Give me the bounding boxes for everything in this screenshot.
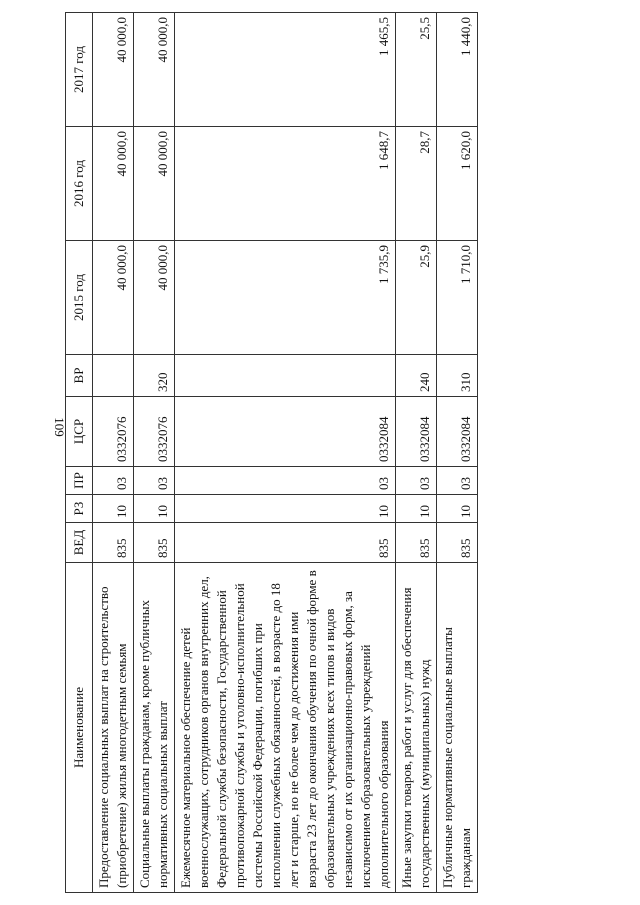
table-row [93,12,134,892]
table-cell: Социальные выплаты гражданам, кроме публичных нормативных социальных выплат [134,562,175,892]
table-cell: Иные закупки товаров, работ и услуг для обеспечения государственных (муниципальных) нужд [396,562,437,892]
table-cell [175,354,396,396]
budget-table [65,12,478,893]
table-row [134,12,175,892]
table-cell: 1 710,0 [437,240,478,354]
table-row [396,12,437,892]
table-cell: 10 [134,494,175,522]
table-cell: 03 [134,466,175,494]
col-header: ВЕД [66,522,93,562]
table-cell: 1 648,7 [175,126,396,240]
table-row [175,12,396,892]
table-cell: 1 735,9 [175,240,396,354]
rotated-page [65,13,575,893]
table-cell: Публичные нормативные социальные выплаты гражданам [437,562,478,892]
table-cell: 835 [134,522,175,562]
table-cell: 40 000,0 [134,240,175,354]
table-cell: 10 [175,494,396,522]
table-cell: 320 [134,354,175,396]
table-cell: 40 000,0 [93,240,134,354]
table-cell: 0332084 [175,396,396,466]
table-cell: 835 [93,522,134,562]
table-cell: 310 [437,354,478,396]
table-cell: 0332084 [396,396,437,466]
page-number: 109 [52,417,67,437]
col-header: ПР [66,466,93,494]
table-cell: 03 [175,466,396,494]
table-cell: 835 [175,522,396,562]
table-cell: 03 [396,466,437,494]
table-cell: 10 [437,494,478,522]
table-cell: 10 [93,494,134,522]
table-cell: 28,7 [396,126,437,240]
table-cell: 25,5 [396,12,437,126]
table-cell: 10 [396,494,437,522]
table-cell: 40 000,0 [93,12,134,126]
col-header: ВР [66,354,93,396]
table-cell: 40 000,0 [134,126,175,240]
table-cell: 0332076 [93,396,134,466]
table-cell: 835 [437,522,478,562]
col-header: ЦСР [66,396,93,466]
table-cell: Ежемесячное материальное обеспечение детей военнослужащих, сотрудников органов внутренних дел, Федеральной службы безопасности, Государственной противопожарной службы и уголовно-исполнительной системы Российской Федерации, погибших при исполнении служебных обязанностей, в возрасте до 18 лет и старше, но не более чем до достижения ими возраста 23 лет до окончания обучения по очной форме в образовательных учреждениях всех типов и видов независимо от их организационно-правовых форм, за исключением образовательных учреждений дополнительного образования [175,562,396,892]
table-cell: Предоставление социальных выплат на строительство (приобретение) жилья многодетным семьям [93,562,134,892]
table-cell: 03 [93,466,134,494]
table-cell: 0332084 [437,396,478,466]
table-row [437,12,478,892]
table-cell: 25,9 [396,240,437,354]
table-cell: 1 440,0 [437,12,478,126]
table-cell: 240 [396,354,437,396]
table-cell: 0332076 [134,396,175,466]
table-cell: 40 000,0 [134,12,175,126]
col-header: Наименование [66,562,93,892]
col-header: РЗ [66,494,93,522]
col-header: 2016 год [66,126,93,240]
table-cell: 1 620,0 [437,126,478,240]
col-header: 2017 год [66,12,93,126]
table-cell: 1 465,5 [175,12,396,126]
table-cell: 03 [437,466,478,494]
table-cell: 835 [396,522,437,562]
table-cell: 40 000,0 [93,126,134,240]
table-cell [93,354,134,396]
header-row [66,12,93,892]
col-header: 2015 год [66,240,93,354]
